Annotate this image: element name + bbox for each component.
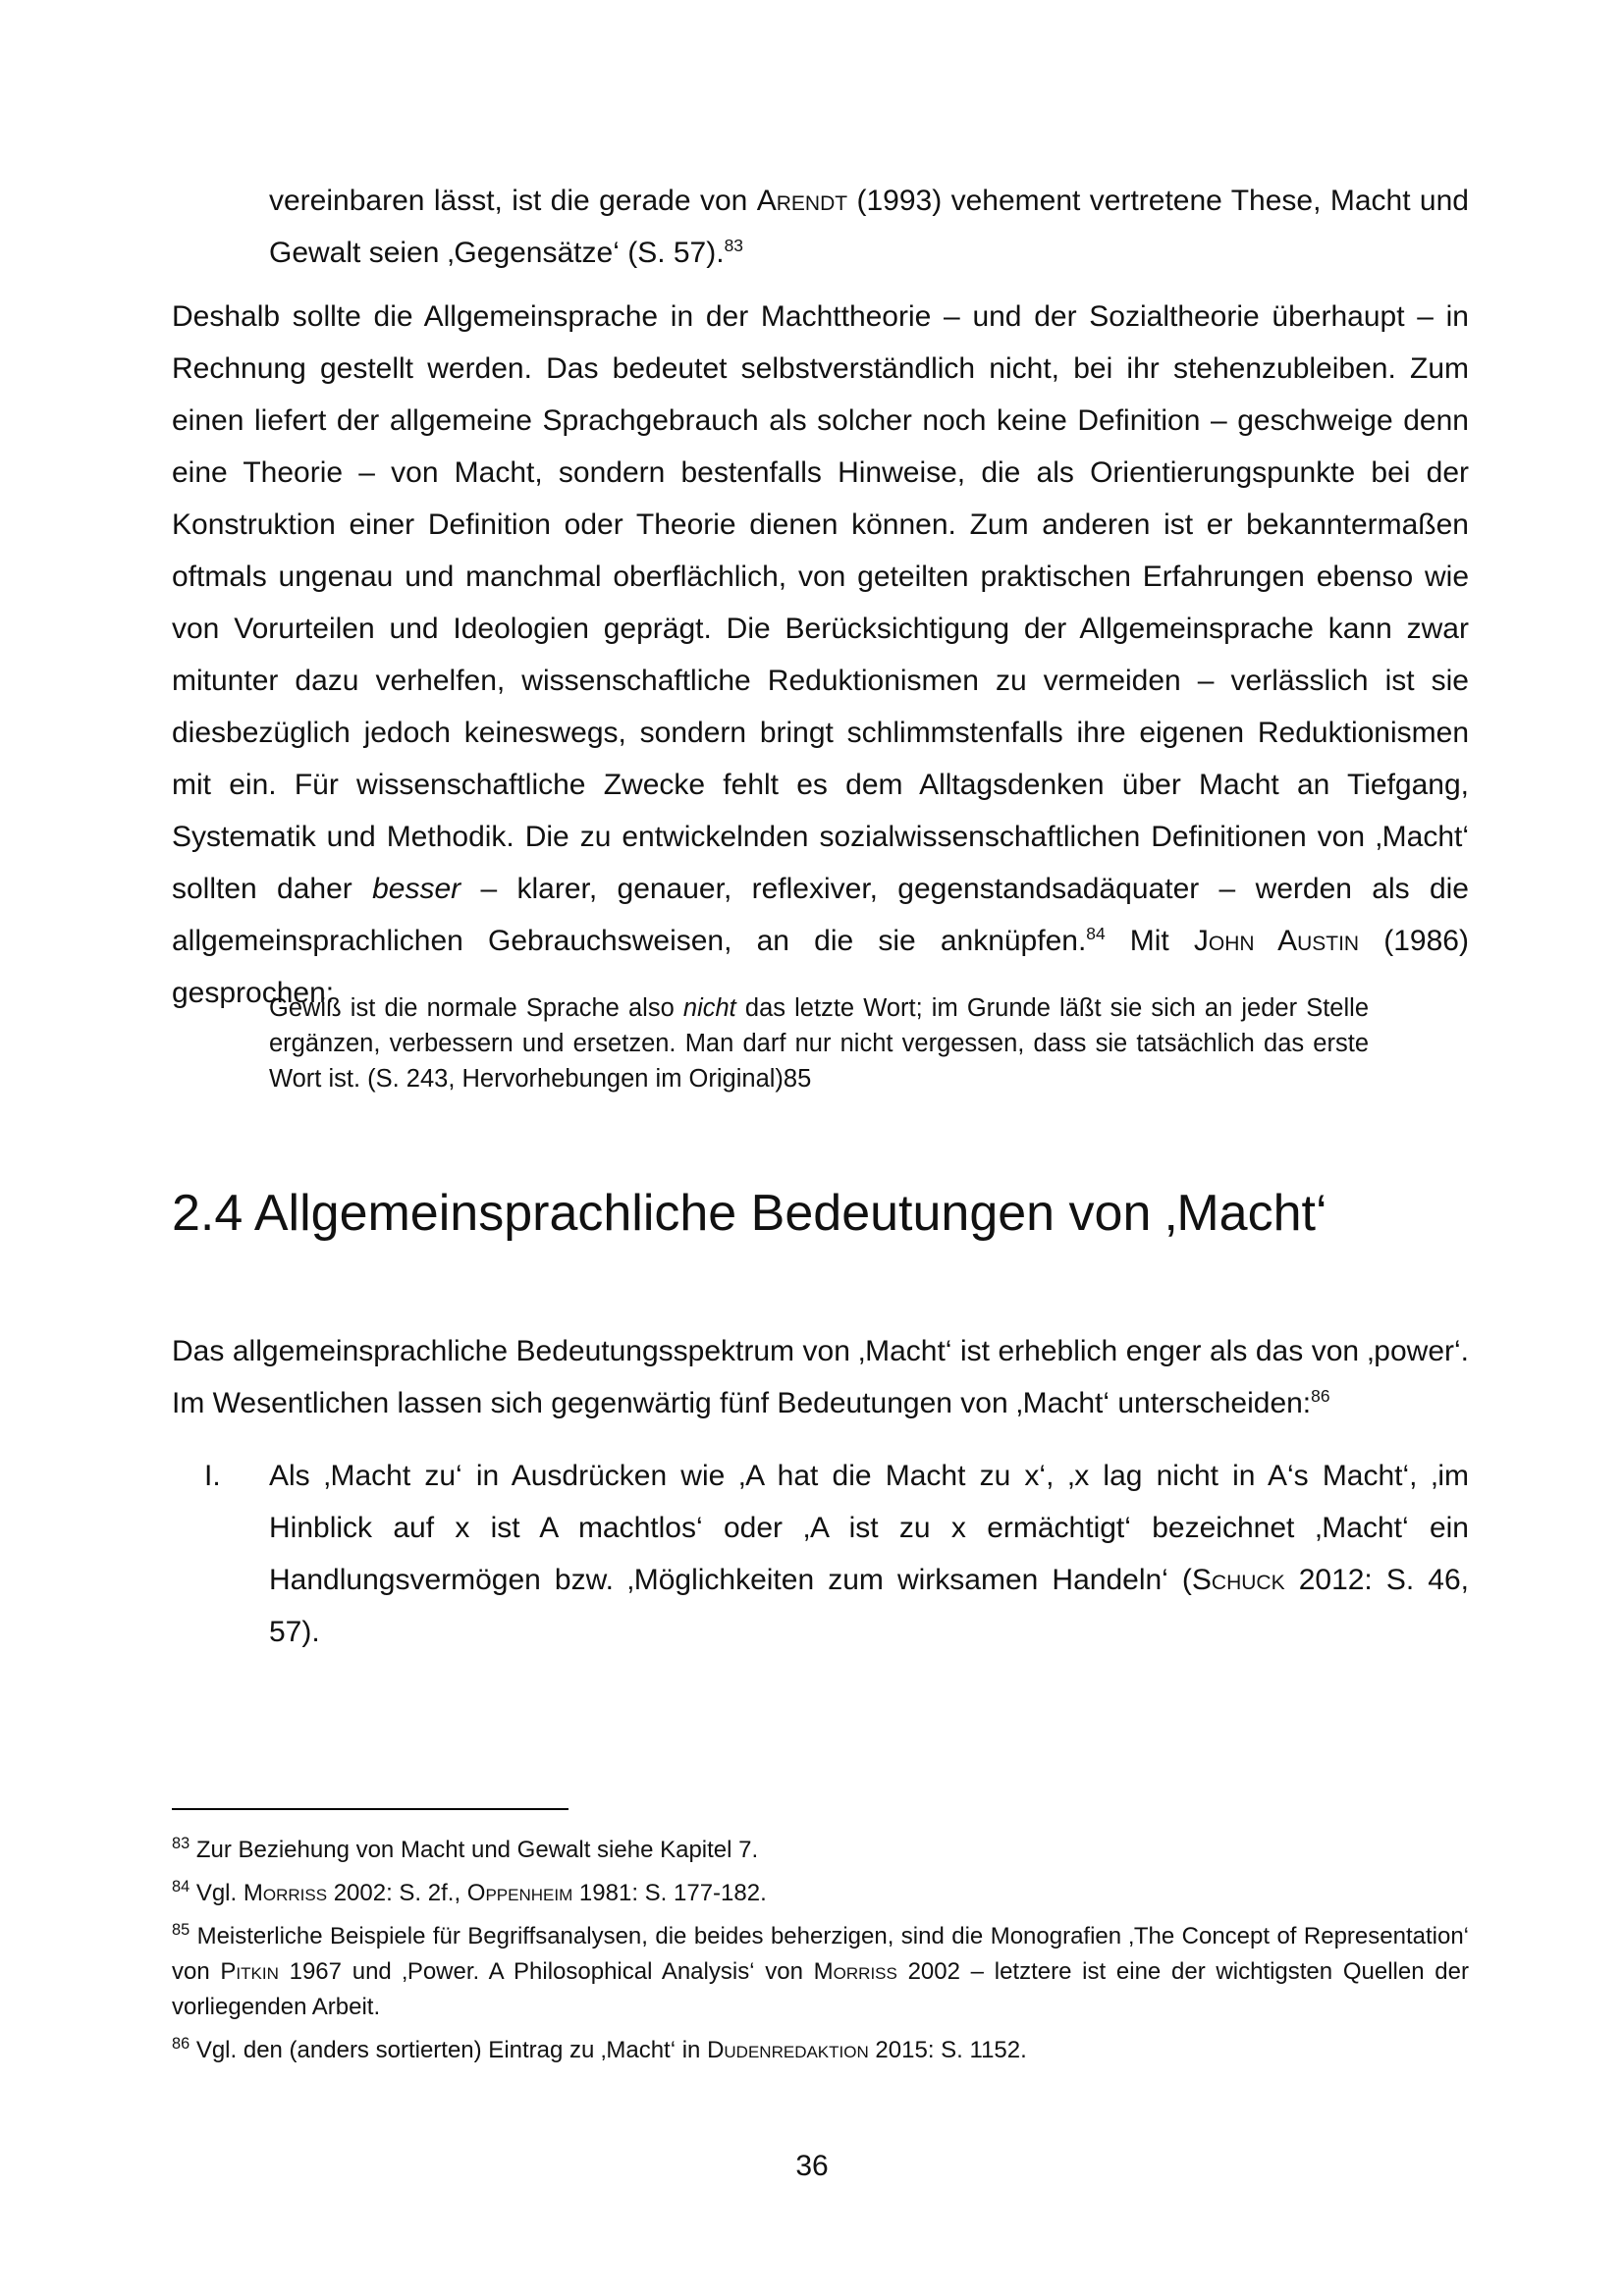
- footnote-85: [172, 1919, 1469, 2025]
- list-item: [172, 1450, 1469, 1658]
- list-marker: I.: [204, 1460, 221, 1492]
- text-run: vereinbaren lässt, ist die gerade von: [269, 185, 757, 217]
- text-run: 2002: S. 2f.,: [327, 1880, 467, 1906]
- page-number: 36: [795, 2150, 829, 2182]
- text-run: Zur Beziehung von Macht und Gewalt siehe Kapitel 7.: [189, 1837, 759, 1863]
- text-run: Deshalb sollte die Allgemeinsprache in der Machttheorie – und der Sozialtheorie überhaupt – in Rechnung gestellt werden. Das bedeutet selbstverständlich nicht, bei ihr stehenzubleiben. Zum einen liefert der allgemeine Sprachgebrauch als solcher noch keine Definition – geschweige denn eine Theorie – von Macht, sondern bestenfalls Hinweise, die als Orientierungspunkte bei der Konstruktion einer Definition oder Theorie dienen können. Zum anderen ist er bekanntermaßen oftmals ungenau und manchmal oberflächlich, von geteilten praktischen Erfahrungen ebenso wie von Vorurteilen und Ideologien geprägt. Die Berücksichtigung der Allgemeinsprache kann zwar mitunter dazu verhelfen, wissenschaftliche Reduktionismen zu vermeiden – verlässlich ist sie diesbezüglich jedoch keineswegs, sondern bringt schlimmstenfalls ihre eigenen Reduktionismen mit ein. Für wissenschaftliche Zwecke fehlt es dem Alltagsdenken über Macht an Tiefgang, Systematik und Methodik. Die zu entwickelnden sozialwissenschaftlichen Definitionen von ‚Macht‘ sollten daher: [172, 300, 1469, 905]
- footnote-number: 86: [172, 2035, 190, 2053]
- text-run: 1967 und ‚Power. A Philosophical Analysis‘ von: [278, 1958, 814, 1985]
- author-name: Schuck: [1191, 1564, 1285, 1596]
- text-run: 2012: S. 46, 57).: [269, 1564, 1469, 1648]
- block-quote: [269, 990, 1369, 1096]
- footnote-ref: 83: [724, 236, 743, 255]
- text-run: (1986) gesprochen:: [172, 925, 1469, 1009]
- footnote-number: 85: [172, 1921, 190, 1939]
- text-run: (1993) vehement vertretene These, Macht und Gewalt seien ‚Gegensätze‘ (S. 57).: [269, 185, 1469, 269]
- footnote-ref: 84: [1086, 924, 1106, 943]
- text-run: Vgl.: [189, 1880, 244, 1906]
- section-heading: 2.4 Allgemeinsprachliche Bedeutungen von ‚Macht‘: [172, 1185, 1327, 1242]
- footnote-number: 83: [172, 1835, 190, 1852]
- body-paragraph: [172, 291, 1469, 1019]
- author-name: Dudenredaktion: [707, 2037, 869, 2063]
- author-name: Oppenheim: [466, 1880, 573, 1906]
- text-run: 1981: S. 177-182.: [572, 1880, 767, 1906]
- author-name: Arendt: [756, 185, 848, 217]
- footnote-84: [172, 1876, 1469, 1911]
- text-run: Vgl. den (anders sortierten) Eintrag zu ‚Macht‘ in: [189, 2037, 708, 2063]
- list-item-text: [269, 1450, 1469, 1658]
- author-name: Morriss: [243, 1880, 328, 1906]
- text-run: Als ‚Macht zu‘ in Ausdrücken wie ‚A hat die Macht zu x‘, ‚x lag nicht in A‘s Macht‘, ‚im Hinblick auf x ist A machtlos‘ oder ‚A ist zu x ermächtigt‘ bezeichnet ‚Macht‘ ein Handlungsvermögen bzw. ‚Möglichkeiten zum wirksamen Handeln‘ (: [269, 1460, 1469, 1596]
- footnote-separator: [172, 1808, 568, 1810]
- emphasis: nicht: [682, 994, 736, 1022]
- author-name: John Austin: [1193, 925, 1360, 957]
- text-run: 2002 – letztere ist eine der wichtigsten Quellen der vorliegenden Arbeit.: [172, 1958, 1469, 2020]
- emphasis: besser: [372, 873, 461, 905]
- author-name: Pitkin: [220, 1958, 279, 1985]
- footnote-ref: 86: [1311, 1386, 1330, 1406]
- footnote-number: 84: [172, 1878, 190, 1896]
- continuation-paragraph: [269, 175, 1469, 279]
- text-run: das letzte Wort; im Grunde läßt sie sich an jeder Stelle ergänzen, verbessern und ersetzen. Man darf nur nicht vergessen, dass sie tatsächlich das erste Wort ist. (S. 243, Hervorhebungen im Original)85: [269, 994, 1370, 1093]
- body-paragraph: [172, 1325, 1469, 1429]
- text-run: 2015: S. 1152.: [868, 2037, 1027, 2063]
- text-run: – klarer, genauer, reflexiver, gegenstandsadäquater – werden als die allgemeinsprachlichen Gebrauchsweisen, an die sie anknüpfen.: [172, 873, 1469, 957]
- text-run: Das allgemeinsprachliche Bedeutungsspektrum von ‚Macht‘ ist erheblich enger als das von ‚power‘. Im Wesentlichen lassen sich gegenwärtig fünf Bedeutungen von ‚Macht‘ unterscheiden:: [172, 1335, 1469, 1419]
- footnote-86: [172, 2033, 1469, 2068]
- footnote-83: [172, 1833, 1469, 1868]
- text-run: Meisterliche Beispiele für Begriffsanalysen, die beides beherzigen, sind die Monografien ‚The Concept of Representation‘ von: [172, 1923, 1469, 1985]
- author-name: Morriss: [813, 1958, 897, 1985]
- text-run: Gewiß ist die normale Sprache also: [269, 994, 683, 1022]
- text-run: Mit: [1105, 925, 1194, 957]
